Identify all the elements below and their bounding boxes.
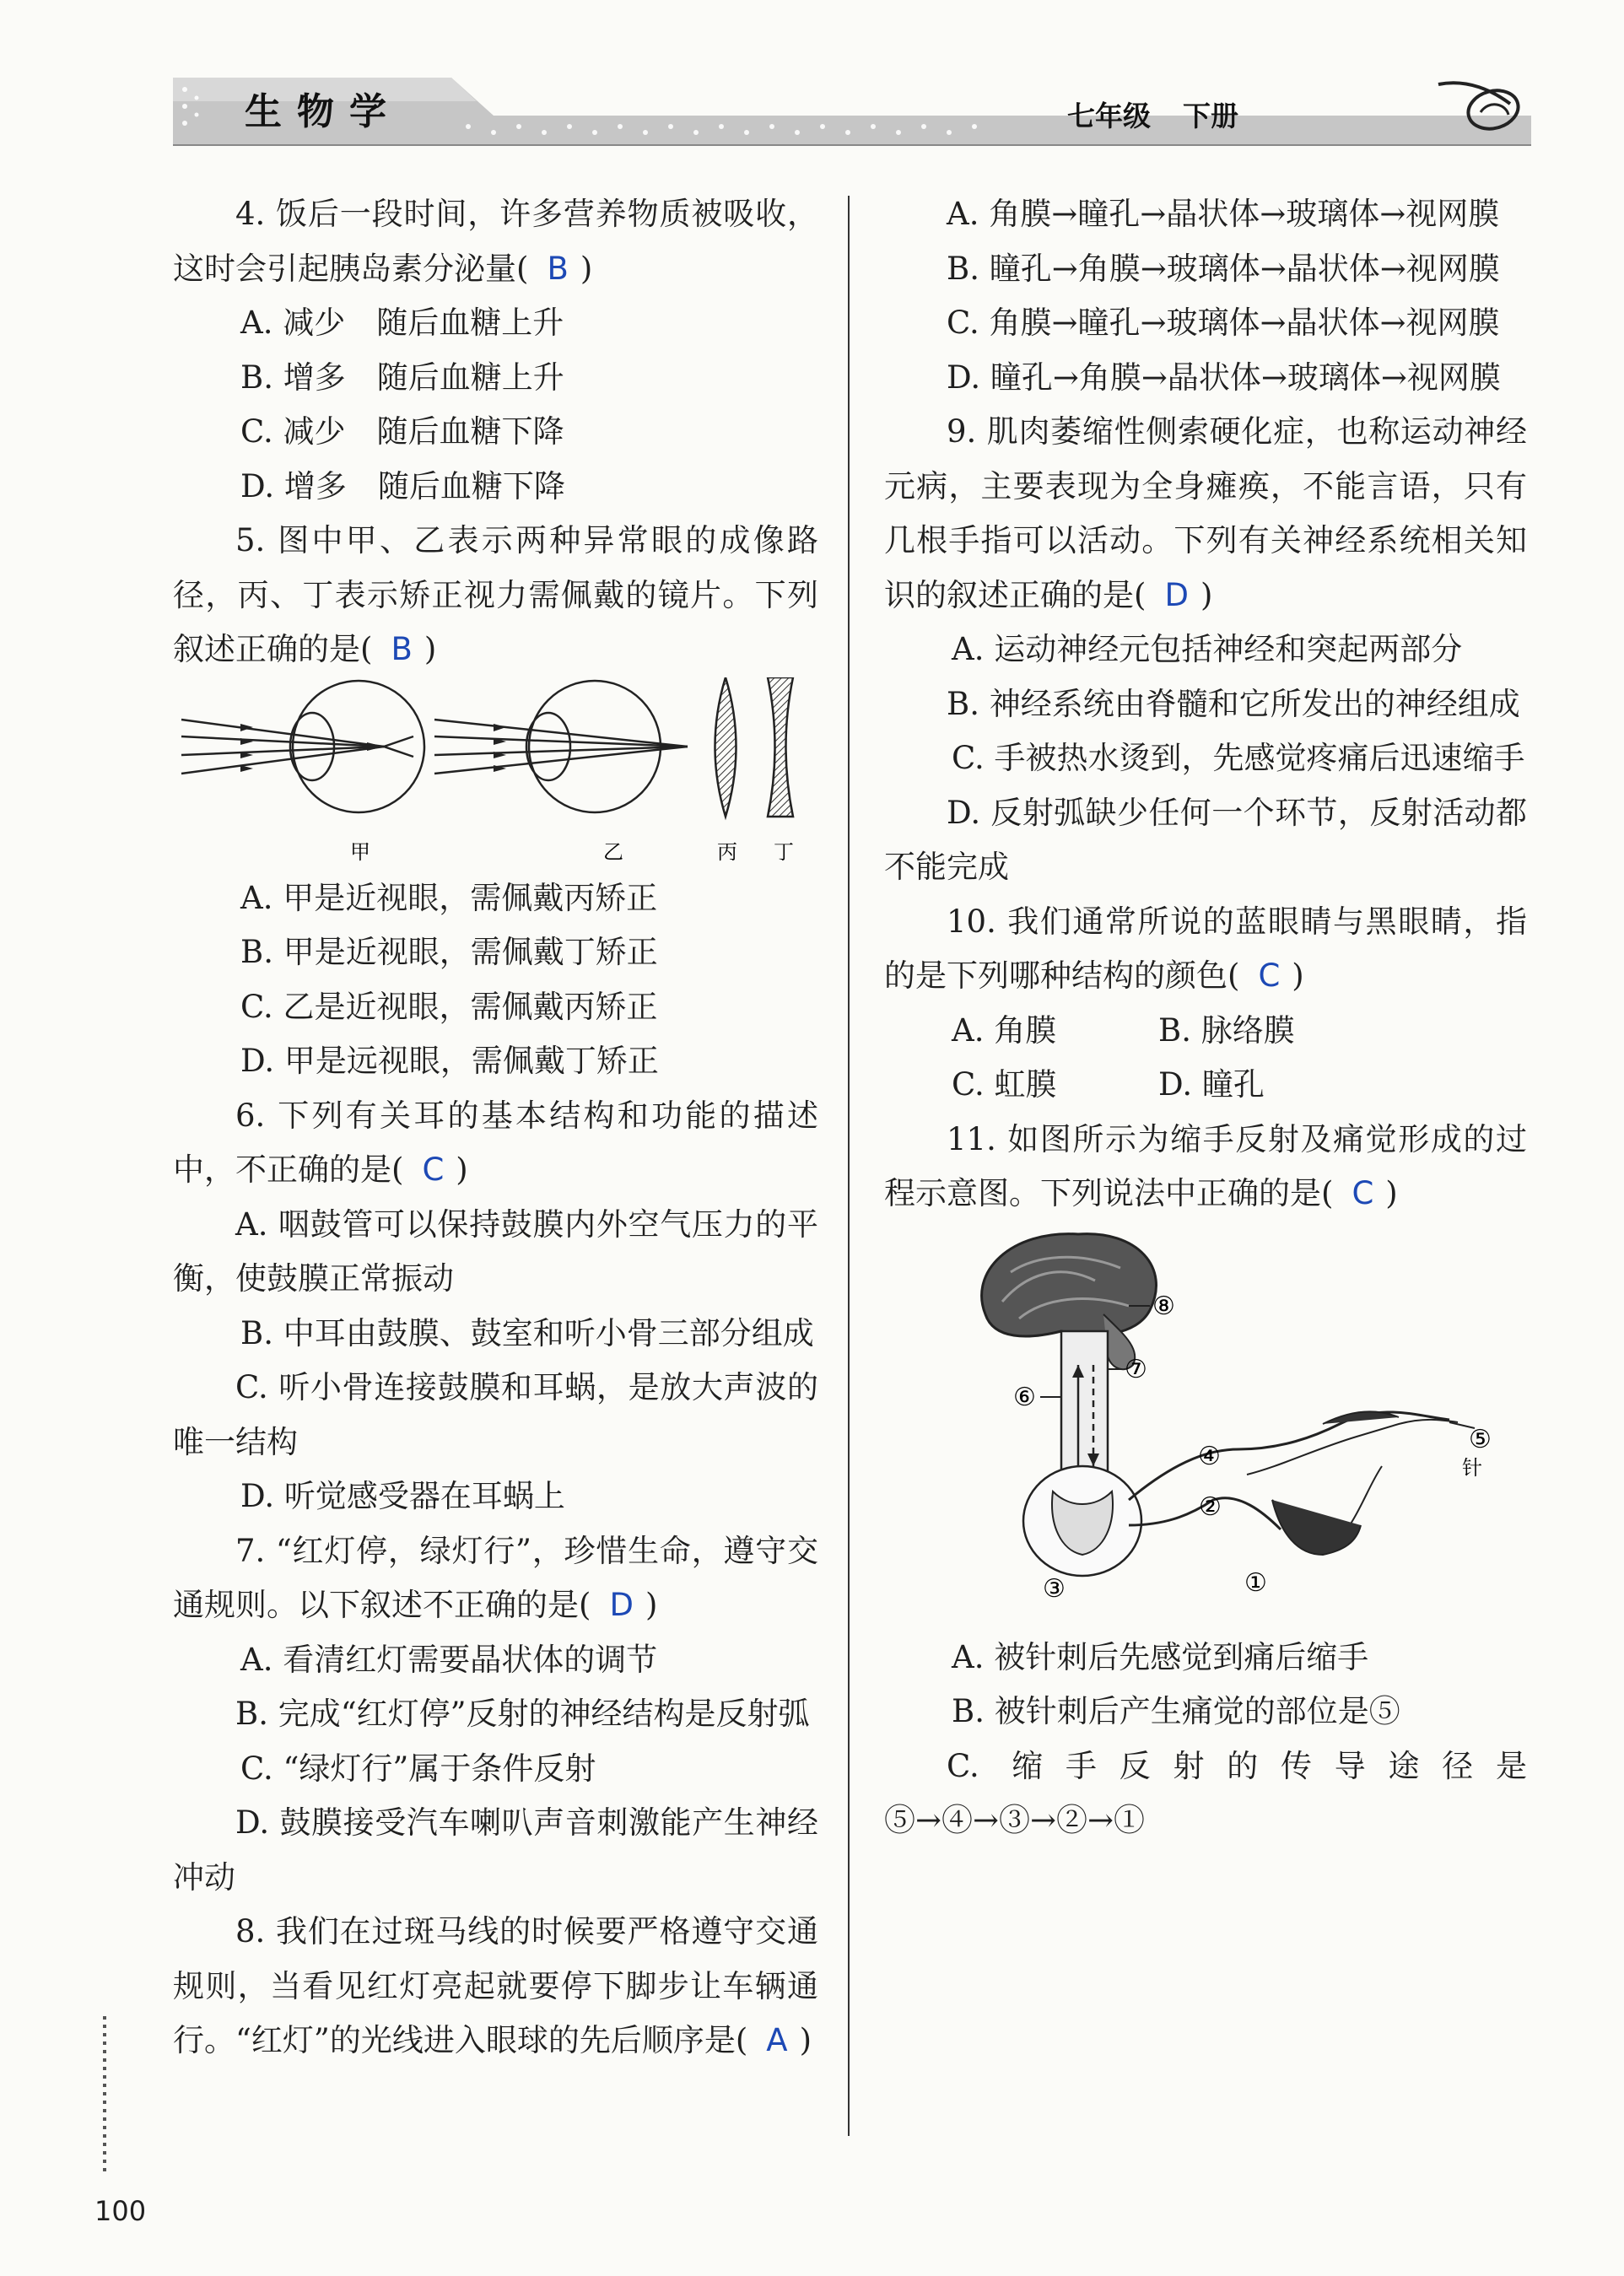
question-text [173,1905,818,2068]
text: D. 反射弧缺少任何一个环节，反射活动都不能完成 [884,794,1527,885]
text: C. 听小骨连接鼓膜和耳蜗，是放大声波的唯一结构 [173,1369,818,1460]
text: B. 被针刺后产生痛觉的部位是⑤ [952,1693,1400,1729]
text: A. 咽鼓管可以保持鼓膜内外空气压力的平衡，使鼓膜正常振动 [173,1205,818,1297]
text: A. 被针刺后先感觉到痛后缩手 [952,1638,1369,1675]
question-text [884,677,1527,732]
text: C. 缩手反射的传导途径是⑤→④→③→②→① [884,1747,1527,1838]
column-divider [848,196,850,2136]
handwritten-answer: D [1164,576,1189,613]
right-column [884,187,1527,1848]
text: B. 中耳由鼓膜、鼓室和听小骨三部分组成 [240,1314,814,1351]
text: A. 角膜→瞳孔→晶状体→玻璃体→视网膜 [947,196,1500,232]
option-text [173,460,818,515]
text: B. 瞳孔→角膜→玻璃体→晶状体→视网膜 [947,250,1500,287]
leaf-logo-icon [1434,74,1527,138]
option-text [173,296,818,351]
label-bing: 丙 [717,839,737,864]
text: 4. 饭后一段时间，许多营养物质被吸收，这时会引起胰岛素分泌量( [173,196,818,287]
text: D. 听觉感受器在耳蜗上 [240,1478,565,1514]
text: A. 看清红灯需要晶状体的调节 [240,1641,658,1678]
handwritten-answer: C [422,1151,445,1188]
question-text [884,187,1527,242]
left-column [173,187,818,2068]
text: D. 增多 随后血糖下降 [240,467,565,504]
close-paren: ) [580,250,593,287]
text: C. 角膜→瞳孔→玻璃体→晶状体→视网膜 [947,305,1500,341]
question-text [173,1796,818,1905]
close-paren: ) [799,2022,812,2058]
text: 10. 我们通常所说的蓝眼睛与黑眼睛，指的是下列哪种结构的颜色( [884,903,1527,994]
reflex-label: ⑤ [1469,1424,1492,1454]
question-text [173,1089,818,1198]
text: B. 甲是近视眼，需佩戴丁矫正 [240,934,658,970]
label-jia: 甲 [350,839,370,864]
option-text [884,1631,1527,1685]
option-row [884,1004,1527,1059]
option-text [173,405,818,460]
page-number: 100 [94,2195,147,2227]
reflex-label: ① [1244,1567,1267,1598]
close-paren: ) [1200,576,1213,613]
question-text [173,1524,818,1633]
reflex-label: ④ [1198,1441,1221,1471]
reflex-label: 针 [1462,1455,1482,1480]
text: 11. 如图所示为缩手反射及痛觉形成的过程示意图。下列说法中正确的是( [884,1120,1527,1211]
text: C. 乙是近视眼，需佩戴丙矫正 [240,988,658,1025]
text: D. 鼓膜接受汽车喇叭声音刺激能产生神经冲动 [173,1804,818,1896]
text: C. 手被热水烫到，先感觉疼痛后迅速缩手 [952,740,1525,776]
close-paren: ) [1292,957,1304,994]
text: B. 神经系统由脊髓和它所发出的神经组成 [947,685,1520,722]
text: B. 完成“红灯停”反射的神经结构是反射弧 [235,1696,810,1732]
reflex-label: ② [1199,1491,1222,1522]
option-text [173,925,818,980]
question-text [884,786,1527,895]
text: C. “绿灯行”属于条件反射 [240,1750,596,1787]
close-paren: ) [424,631,437,667]
reflex-diagram [960,1222,1527,1631]
question-text [884,242,1527,297]
handwritten-answer: C [1352,1175,1374,1211]
text: D. 瞳孔→角膜→晶状体→玻璃体→视网膜 [947,359,1501,396]
option-text: C. 虹膜 [952,1066,1057,1103]
option-text [173,1470,818,1524]
text: B. 增多 随后血糖上升 [240,359,564,396]
handwritten-answer: A [766,2022,788,2058]
option-text [173,1034,818,1089]
question-text [884,351,1527,406]
question-text [884,1739,1527,1848]
subject-title: 生物学 [245,90,402,133]
text: A. 减少 随后血糖上升 [240,305,564,341]
question-text [884,296,1527,351]
margin-dots [103,2016,106,2176]
text: A. 运动神经元包括神经和突起两部分 [952,631,1463,667]
option-text [884,1685,1527,1739]
question-text [884,1113,1527,1222]
question-text [884,895,1527,1004]
option-text [173,1742,818,1797]
close-paren: ) [645,1587,658,1623]
reflex-label: ⑧ [1152,1291,1175,1321]
option-text [173,1307,818,1362]
option-text [173,1633,818,1688]
handwritten-answer: B [547,250,569,287]
grade-label [1067,94,1271,134]
question-text [173,514,818,677]
question-text [173,1198,818,1307]
grade-text: 七年级 [1067,100,1151,132]
option-text [884,623,1527,677]
text: 5. 图中甲、乙表示两种异常眼的成像路径，丙、丁表示矫正视力需佩戴的镜片。下列叙述正确的是( [173,522,818,667]
option-text [884,731,1527,786]
handwritten-answer: D [609,1587,634,1623]
label-ding: 丁 [774,839,794,864]
question-text [884,405,1527,623]
handwritten-answer: B [391,631,413,667]
option-text [173,980,818,1035]
text: 7. “红灯停，绿灯行”，珍惜生命，遵守交通规则。以下叙述不正确的是( [173,1532,818,1623]
option-text: B. 脉络膜 [1158,1011,1295,1049]
text: D. 甲是远视眼，需佩戴丁矫正 [240,1043,659,1079]
option-text [173,351,818,406]
question-text [173,187,818,296]
question-text [173,1361,818,1470]
reflex-label: ⑦ [1125,1354,1147,1384]
reflex-label: ③ [1043,1573,1066,1604]
close-paren: ) [1385,1175,1398,1211]
handwritten-answer: C [1258,957,1281,994]
label-yi: 乙 [603,839,623,864]
close-paren: ) [456,1151,468,1188]
reflex-label: ⑥ [1013,1382,1036,1412]
question-text [173,1687,818,1742]
option-row [884,1058,1527,1113]
eye-diagram [173,677,818,871]
text: C. 减少 随后血糖下降 [240,413,564,450]
option-text: A. 角膜 [952,1011,1057,1049]
text: 6. 下列有关耳的基本结构和功能的描述中，不正确的是( [173,1097,818,1188]
option-text [173,871,818,926]
option-text: D. 瞳孔 [1158,1066,1265,1103]
text: 9. 肌肉萎缩性侧索硬化症，也称运动神经元病，主要表现为全身瘫痪，不能言语，只有几根手指可以活动。下列有关神经系统相关知识的叙述正确的是( [884,413,1527,613]
volume-text: 下册 [1183,100,1238,132]
text: A. 甲是近视眼，需佩戴丙矫正 [240,879,658,916]
text: 8. 我们在过斑马线的时候要严格遵守交通规则，当看见红灯亮起就要停下脚步让车辆通行。“红灯”的光线进入眼球的先后顺序是( [173,1913,818,2058]
